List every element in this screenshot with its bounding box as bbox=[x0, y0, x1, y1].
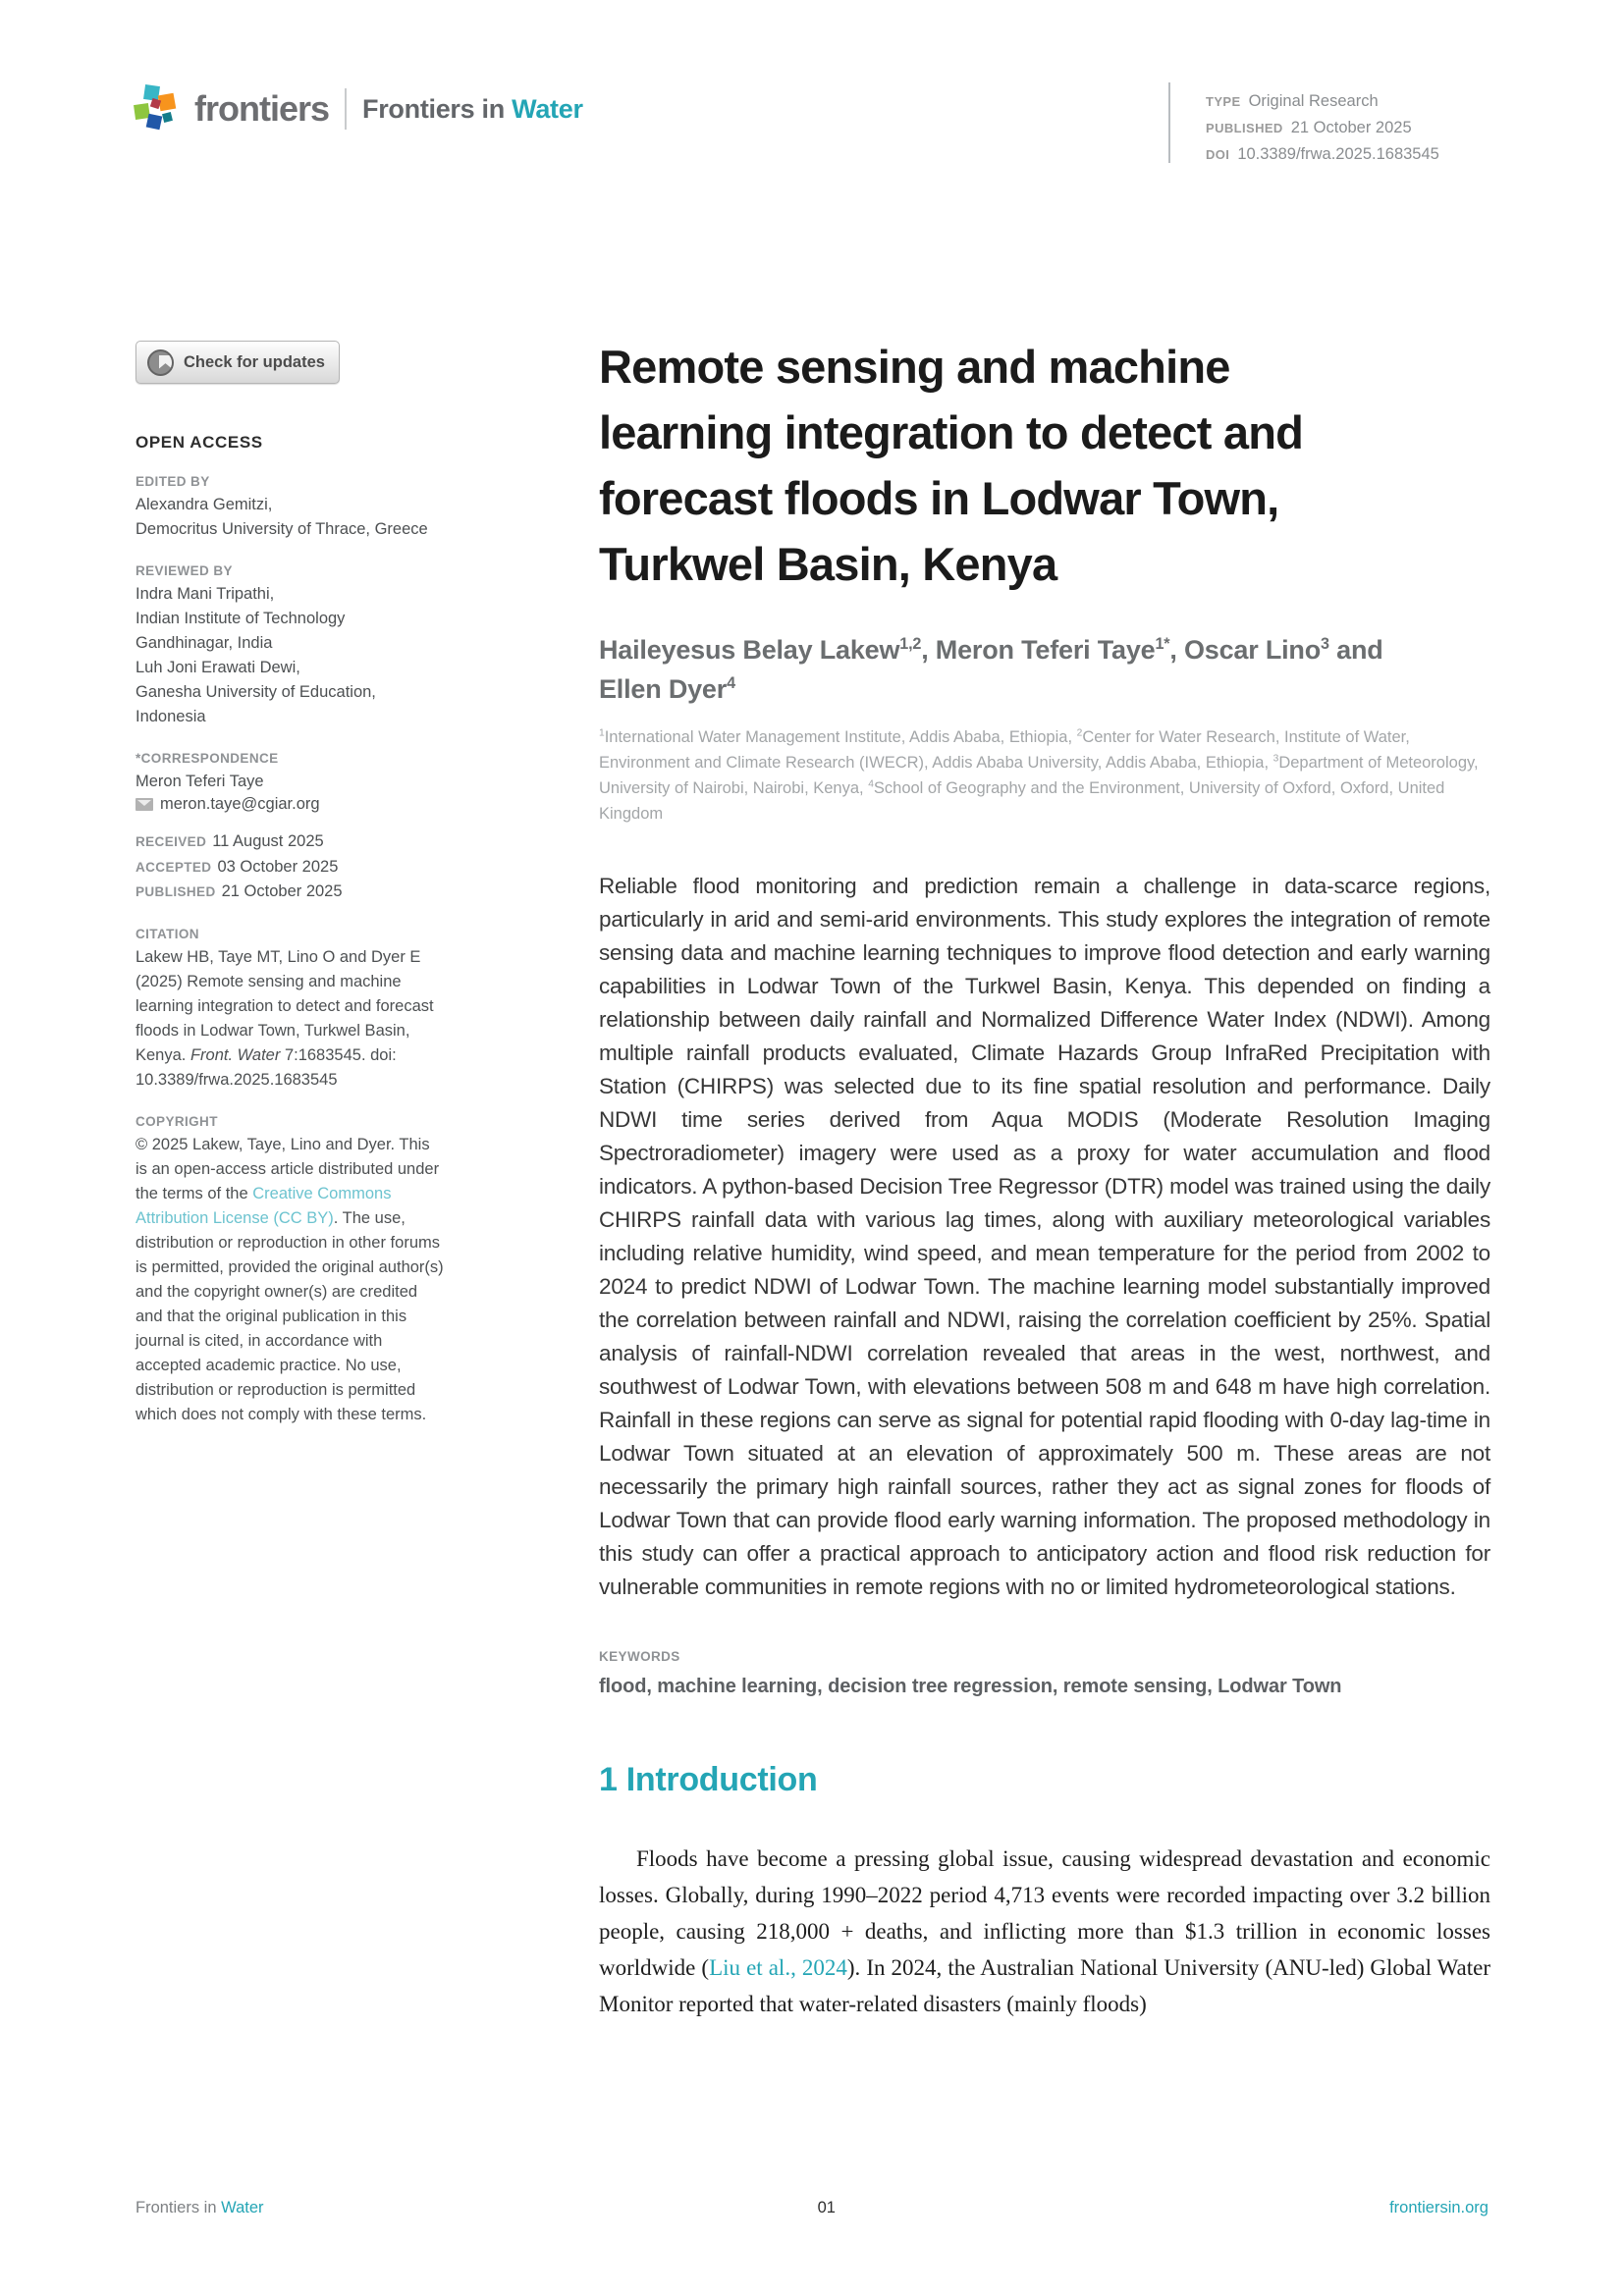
footer-journal-name: Water bbox=[221, 2199, 264, 2216]
meta-published-label: PUBLISHED bbox=[1206, 121, 1283, 135]
header-divider bbox=[345, 88, 347, 130]
correspondence-email-row bbox=[135, 795, 444, 814]
edited-by-name: Alexandra Gemitzi, bbox=[135, 496, 273, 513]
logo-cube-blue bbox=[146, 114, 163, 131]
journal-title bbox=[362, 94, 583, 125]
article-title-line: Turkwel Basin, Kenya bbox=[599, 538, 1057, 590]
published-date-row bbox=[135, 880, 444, 905]
footer-site-link[interactable]: frontiersin.org bbox=[1389, 2199, 1489, 2216]
meta-type-value: Original Research bbox=[1248, 92, 1379, 110]
received-date-row bbox=[135, 829, 444, 855]
meta-published-value: 21 October 2025 bbox=[1290, 119, 1412, 136]
article-meta bbox=[1206, 88, 1439, 168]
received-label: RECEIVED bbox=[135, 834, 207, 849]
page-number: 01 bbox=[817, 2199, 836, 2216]
introduction-paragraph: Floods have become a pressing global issue, causing widespread devastation and economic losses. Globally, during 1990–2022 period 4,713 events were recorded impacting over 3.2 billion people, causing 218,000 + deaths, and inflicting more than $1.3 trillion in economic losses worldwide (Liu et al., 2024). In 2024, the Australian National University (ANU-led) Global Water Monitor reported that water-related disasters (mainly floods) bbox=[599, 1846, 1490, 2016]
logo-cube-dark-teal bbox=[162, 112, 173, 123]
reviewer-affiliation: Indian Institute of Technology Gandhinagar, India bbox=[135, 610, 346, 652]
header-vertical-rule bbox=[1168, 82, 1170, 163]
accepted-date-row bbox=[135, 855, 444, 881]
edited-by-label: EDITED BY bbox=[135, 474, 210, 489]
open-access-badge: OPEN ACCESS bbox=[135, 433, 263, 452]
meta-doi-label: DOI bbox=[1206, 147, 1230, 162]
frontiers-logo-icon bbox=[132, 84, 179, 133]
article-title-line: Remote sensing and machine bbox=[599, 341, 1230, 393]
publisher-logo-text: frontiers bbox=[194, 88, 330, 129]
meta-doi-row bbox=[1206, 141, 1439, 168]
page-footer bbox=[135, 2199, 1489, 2217]
copyright-label: COPYRIGHT bbox=[135, 1113, 218, 1129]
citation-text: Lakew HB, Taye MT, Lino O and Dyer E (2025) Remote sensing and machine learning integration to detect and forecast floods in Lodwar Town, Turkwel Basin, Kenya. Front. Water 7:1683545. doi: 10.3389/frwa.2025.1683545 bbox=[135, 947, 434, 1089]
abstract-text: Reliable flood monitoring and prediction remain a challenge in data-scarce regions, particularly in arid and semi-arid environments. This study explores the integration of remote sensing data and machine learning techniques to improve flood detection and early warning capabilities in Lodwar Town of the Turkwel Basin, Kenya. This depended on finding a relationship between daily rainfall and Normalized Difference Water Index (NDWI). Among multiple rainfall products evaluated, Climate Hazards Group InfraRed Precipitation with Station (CHIRPS) was selected due to its fine spatial resolution and performance. Daily NDWI time series derived from Aqua MODIS (Moderate Resolution Imaging Spectroradiometer) imagery were used as a proxy for water accumulation and flood indicators. A python-based Decision Tree Regressor (DTR) model was trained using the daily CHIRPS rainfall data with various lag times, along with auxiliary meteorological variables including relative humidity, wind speed, and mean temperature for the period from 2002 to 2024 to predict NDWI of Lodwar Town. The machine learning model substantially improved the correlation between rainfall and NDWI, raising the correlation coefficient by 25%. Spatial analysis of rainfall-NDWI correlation revealed that areas in the west, northwest, and southwest of Lodwar Town, with elevations between 508 m and 648 m have high correlation. Rainfall in these regions can serve as signal for potential rapid flooding with 0-day lag-time in Lodwar Town situated at an elevation of approximately 500 m. These areas are not necessarily the primary high rainfall sources, rather they act as signal zones for floods of Lodwar Town that can provide flood early warning information. The proposed methodology in this study can offer a practical approach to anticipatory action and flood risk reduction for vulnerable communities in remote regions with no or limited hydrometeorological stations. bbox=[599, 874, 1490, 1599]
article-title-line: learning integration to detect and bbox=[599, 406, 1304, 458]
author-list bbox=[599, 630, 1490, 709]
reviewer-name: Indra Mani Tripathi, bbox=[135, 585, 275, 603]
accepted-label: ACCEPTED bbox=[135, 859, 212, 875]
author-line: Ellen Dyer$^4$ bbox=[599, 674, 735, 704]
check-for-updates-label: Check for updates bbox=[184, 352, 325, 371]
meta-doi-value[interactable]: 10.3389/frwa.2025.1683545 bbox=[1237, 145, 1439, 163]
published-label: PUBLISHED bbox=[135, 884, 216, 899]
reviewer-name: Luh Joni Erawati Dewi, bbox=[135, 659, 300, 676]
article-main-column bbox=[599, 334, 1490, 2022]
footer-journal bbox=[135, 2199, 264, 2217]
affiliations: $^1$International Water Management Institute, Addis Ababa, Ethiopia, $^2$Center for Water Research, Institute of Water, Environment and Climate Research (IWECR), Addis Ababa University, Addis Ababa, Ethiopia, $^3$Department of Meteorology, University of Nairobi, Nairobi, Kenya, $^4$School of Geography and the Environment, University of Oxford, Oxford, United Kingdom bbox=[599, 727, 1479, 823]
citation-label: CITATION bbox=[135, 926, 199, 941]
footer-journal-prefix: Frontiers in bbox=[135, 2199, 222, 2216]
crossmark-icon bbox=[147, 349, 174, 376]
article-title-line: forecast floods in Lodwar Town, bbox=[599, 472, 1279, 524]
received-value: 11 August 2025 bbox=[212, 832, 324, 850]
email-icon bbox=[135, 798, 153, 811]
keywords-label: KEYWORDS bbox=[599, 1649, 680, 1664]
correspondence-name: Meron Teferi Taye bbox=[135, 773, 264, 790]
published-value: 21 October 2025 bbox=[221, 882, 343, 900]
journal-title-name: Water bbox=[512, 93, 583, 124]
header bbox=[132, 84, 583, 133]
keywords-text: flood, machine learning, decision tree regression, remote sensing, Lodwar Town bbox=[599, 1676, 1342, 1697]
reviewer-affiliation: Ganesha University of Education, Indonesia bbox=[135, 683, 376, 725]
reviewed-by-label: REVIEWED BY bbox=[135, 563, 233, 578]
edited-by-affiliation: Democritus University of Thrace, Greece bbox=[135, 520, 428, 538]
section-heading-introduction: 1 Introduction bbox=[599, 1761, 818, 1798]
meta-type-row bbox=[1206, 88, 1439, 115]
copyright-text: © 2025 Lakew, Taye, Lino and Dyer. This is an open-access article distributed under the terms of the Creative Commons Attribution License (CC BY). The use, distribution or reproduction in other forums is permitted, provided the original author(s) and the copyright owner(s) are credited and that the original publication in this journal is cited, in accordance with accepted academic practice. No use, distribution or reproduction is permitted which does not comply with these terms. bbox=[135, 1135, 444, 1423]
correspondence-label: *CORRESPONDENCE bbox=[135, 751, 279, 766]
meta-type-label: TYPE bbox=[1206, 94, 1241, 109]
journal-title-prefix: Frontiers in bbox=[362, 93, 513, 124]
article-info-sidebar bbox=[135, 341, 444, 1427]
meta-published-row bbox=[1206, 115, 1439, 141]
correspondence-email[interactable]: meron.taye@cgiar.org bbox=[160, 795, 320, 813]
author-line: Haileyesus Belay Lakew$^{1,2}$, Meron Teferi Taye$^{1*}$, Oscar Lino$^3$ and bbox=[599, 635, 1383, 665]
check-for-updates-button[interactable] bbox=[135, 341, 340, 384]
article-title bbox=[599, 334, 1490, 597]
accepted-value: 03 October 2025 bbox=[217, 857, 339, 876]
